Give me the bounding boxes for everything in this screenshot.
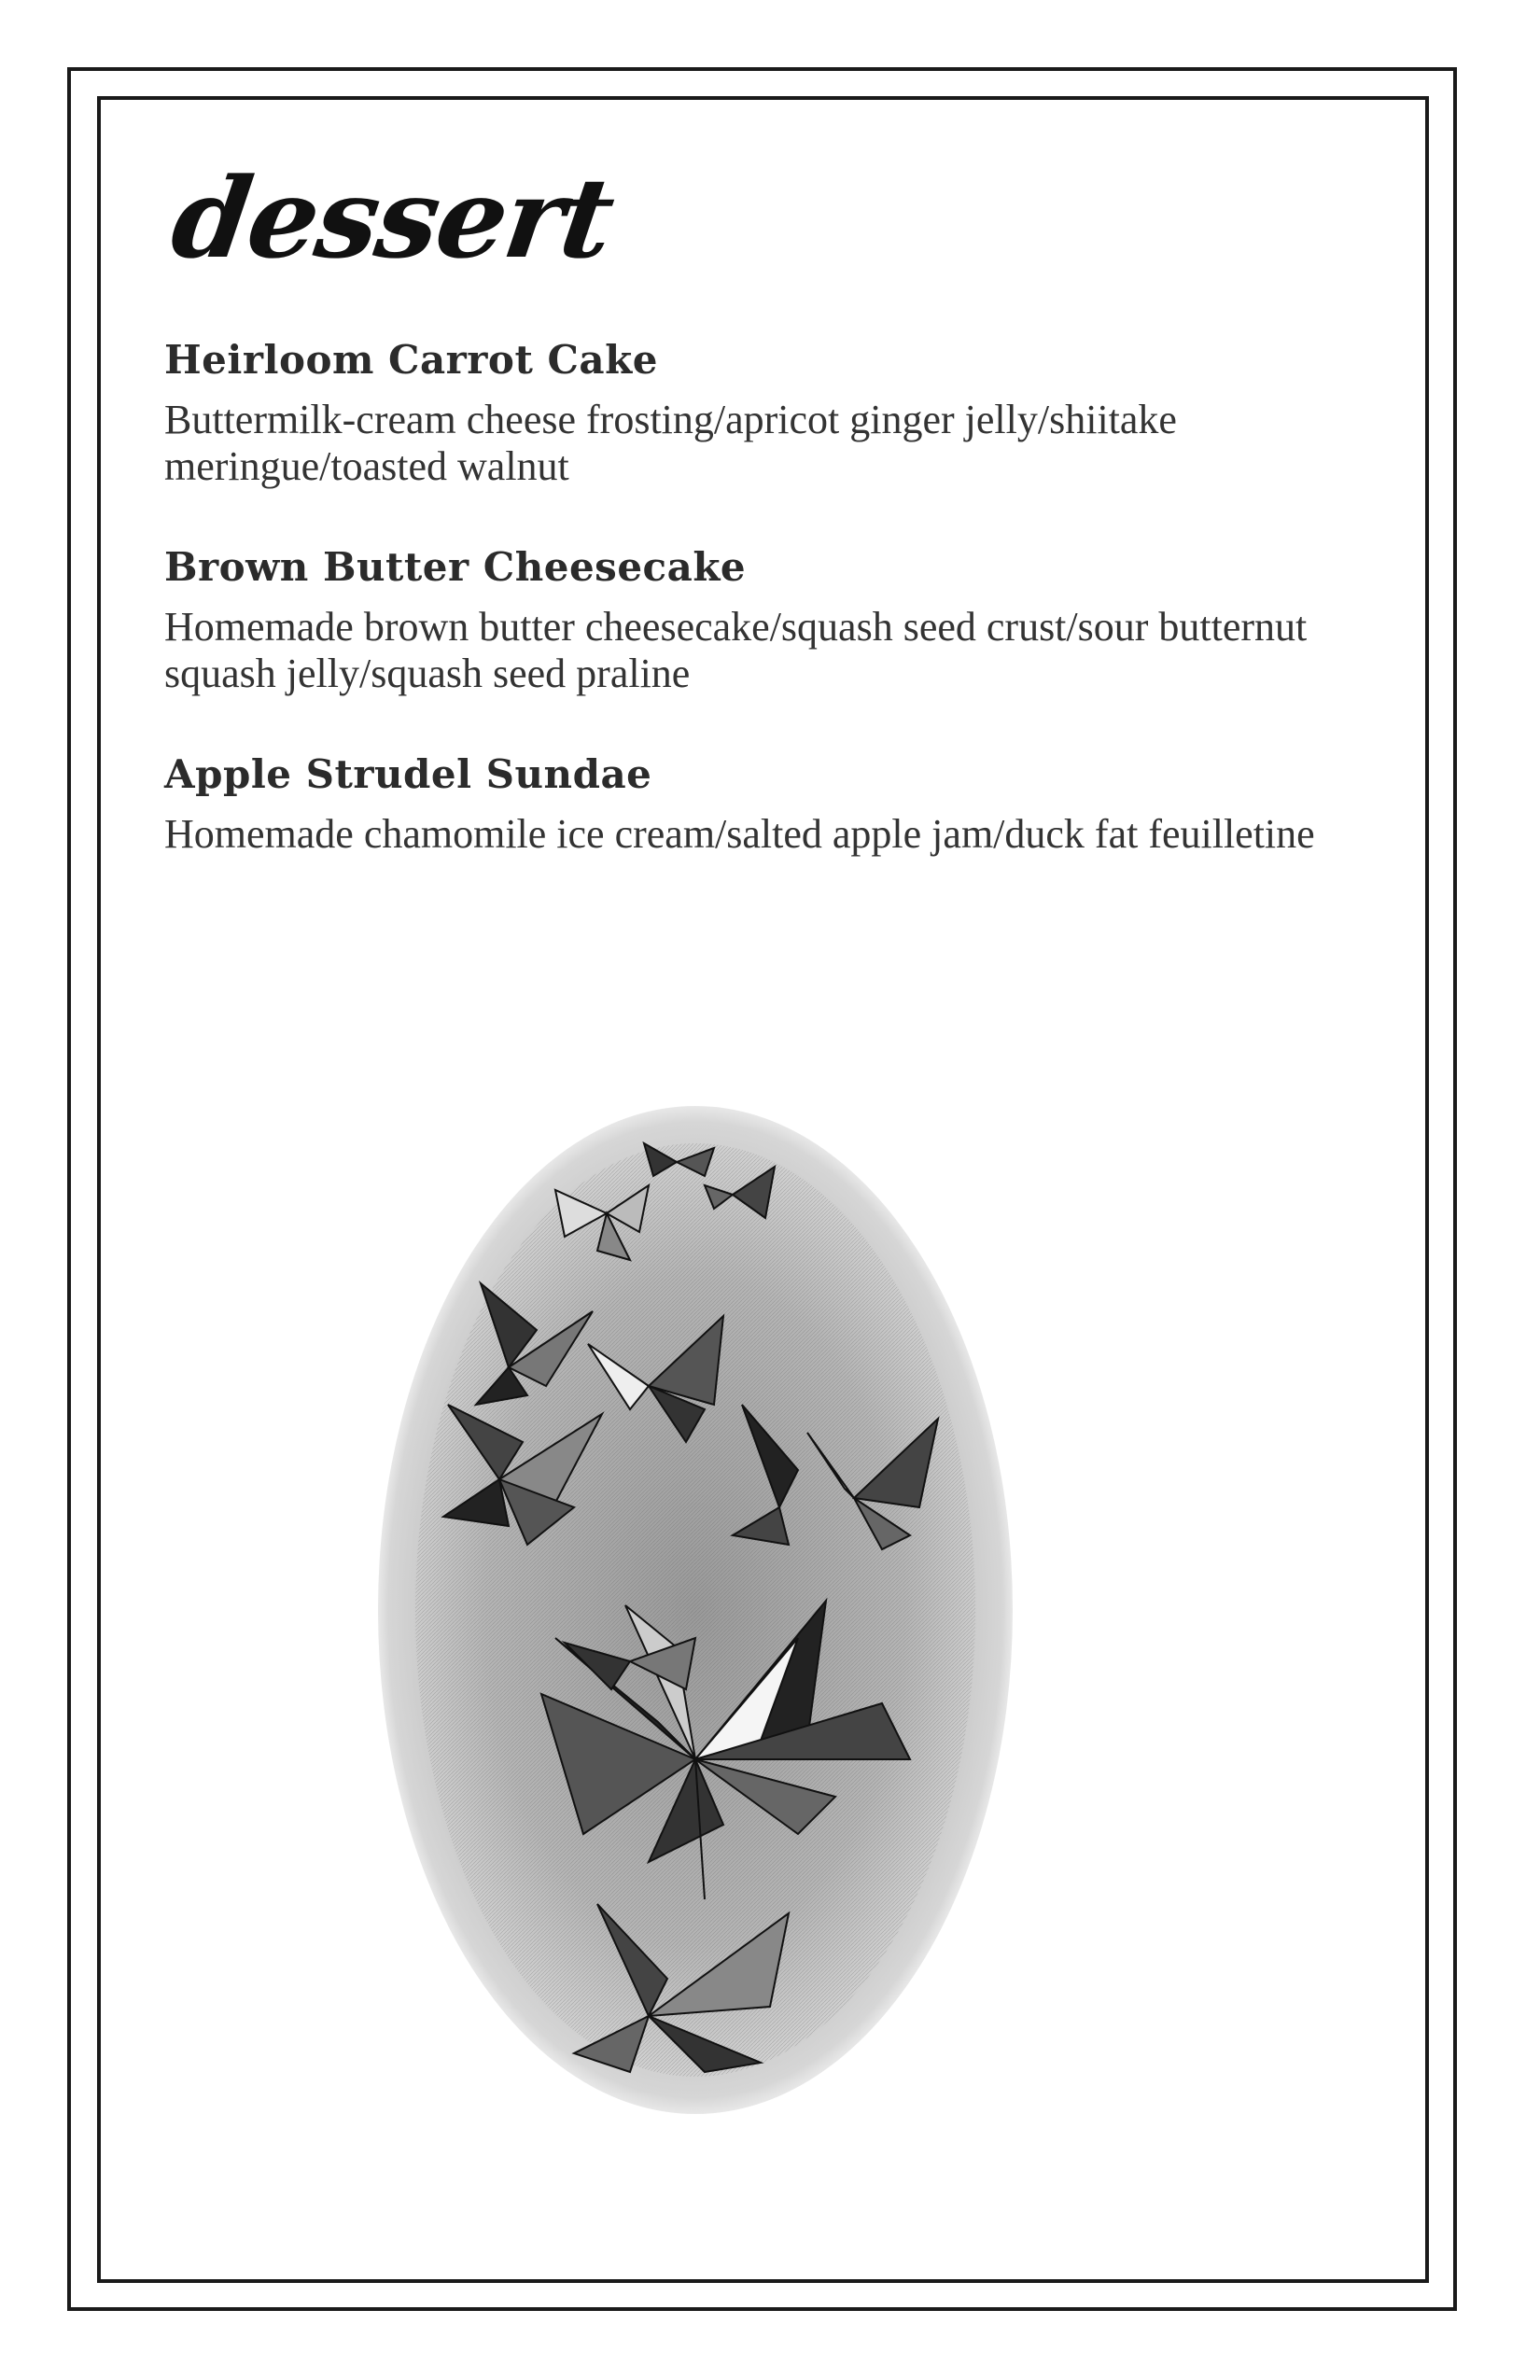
butterflies-engraving-icon — [369, 1106, 1022, 2119]
menu-content — [164, 153, 1378, 912]
menu-item-description: Homemade chamomile ice cream/salted apple jam/duck fat feuilletine — [164, 811, 1315, 857]
menu-item-carrot-cake — [164, 337, 1378, 490]
menu-item-name: Brown Butter Cheesecake — [164, 544, 747, 590]
menu-title: dessert — [164, 153, 621, 283]
menu-item-cheesecake — [164, 544, 1378, 697]
menu-item-description: Homemade brown butter cheesecake/squash seed crust/sour butternut squash jelly/squash seed praline — [164, 604, 1308, 696]
menu-item-name: Apple Strudel Sundae — [164, 751, 652, 797]
menu-item-name: Heirloom Carrot Cake — [164, 337, 658, 383]
menu-item-description: Buttermilk-cream cheese frosting/apricot ginger jelly/shiitake meringue/toasted walnut — [164, 397, 1177, 489]
menu-item-strudel-sundae — [164, 751, 1378, 858]
